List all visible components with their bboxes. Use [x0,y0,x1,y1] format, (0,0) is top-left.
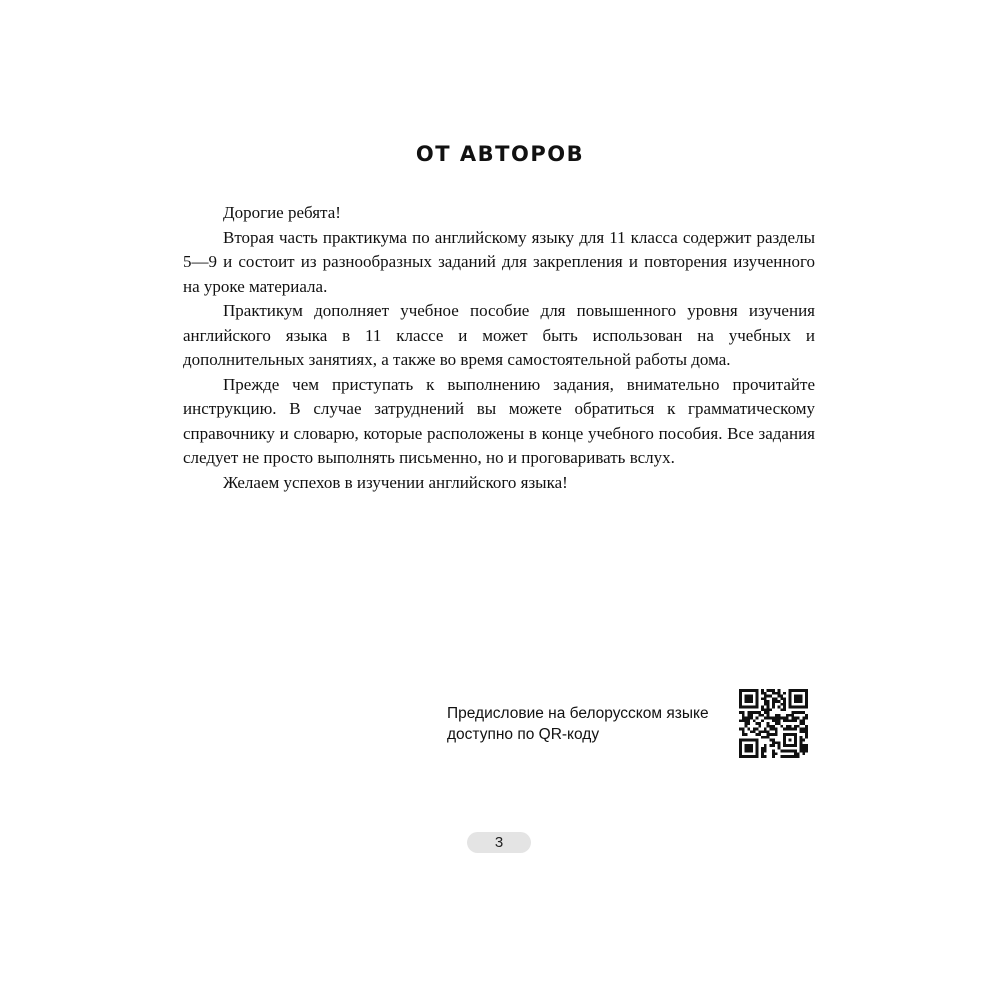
greeting: Дорогие ребята! [223,203,341,222]
qr-caption-line-2: доступно по QR-коду [447,726,600,743]
page-number: 3 [467,832,531,853]
qr-code-icon[interactable] [739,689,808,758]
paragraph-3: Прежде чем приступать к выполнению задания, внимательно прочитайте инструкцию. В случае затруднений вы можете обратиться к грамматическому справочнику и словарю, которые расположены в конце учебного пособия. Все задания следует не просто выполнять письменно, но и проговаривать вслух. [183,374,815,467]
paragraph-2: Практикум дополняет учебное пособие для повышенного уровня изучения английского языка в 11 классе и может быть использован на учебных и дополнительных занятиях, а также во время самостоятельной работы дома. [183,301,815,369]
page-title: ОТ АВТОРОВ [415,142,585,166]
closing-line: Желаем успехов в изучении английского языка! [223,472,568,492]
body-text [183,201,815,495]
qr-caption-line-1: Предисловие на белорусском языке [447,705,709,722]
paragraph-1: Вторая часть практикума по английскому языку для 11 класса содержит разделы 5—9 и состоит из разнообразных заданий для закрепления и повторения изученного на уроке материала. [183,227,815,296]
qr-caption [447,703,727,745]
